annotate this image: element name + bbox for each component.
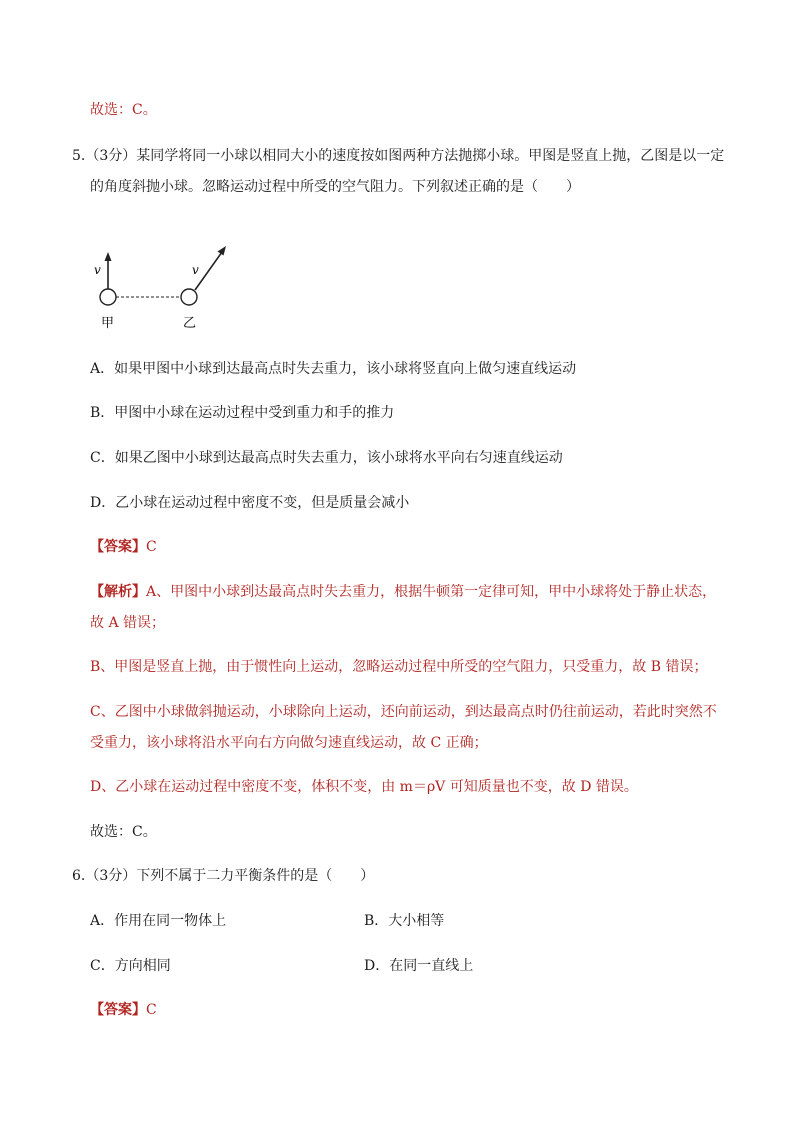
q5-answer-value: C <box>146 539 157 555</box>
prev-conclusion: 故选：C。 <box>90 102 157 118</box>
q6-option-b: B．大小相等 <box>364 913 445 929</box>
q6-option-d: D．在同一直线上 <box>364 958 474 974</box>
q5-figure-jia <box>94 252 116 331</box>
q5-option-c: C．如果乙图中小球到达最高点时失去重力，该小球将水平向右匀速直线运动 <box>90 450 563 466</box>
q5-analysis-c-line1: C、乙图中小球做斜抛运动，小球除向上运动，还向前运动，到达最高点时仍往前运动，若此时突然不 <box>90 704 717 720</box>
q5-number: 5. <box>72 148 86 164</box>
q5-score: （3分） <box>85 148 137 164</box>
jia-arrowhead <box>105 252 112 261</box>
jia-ball <box>100 289 116 305</box>
q6-option-a: A．作用在同一物体上 <box>90 913 227 929</box>
q5-option-b: B．甲图中小球在运动过程中受到重力和手的推力 <box>90 405 395 421</box>
jia-v-label: v <box>94 263 101 277</box>
yi-arrowhead <box>218 246 227 256</box>
q5-figure <box>86 238 246 334</box>
q6-stem <box>72 866 374 886</box>
q5-stem-line1 <box>72 146 724 166</box>
q5-option-a: A．如果甲图中小球到达最高点时失去重力，该小球将竖直向上做匀速直线运动 <box>90 361 577 377</box>
q6-answer-tag: 【答案】 <box>90 1002 146 1018</box>
q5-analysis-b: B、甲图是竖直上抛，由于惯性向上运动，忽略运动过程中所受的空气阻力，只受重力，故 B 错误； <box>90 659 708 675</box>
q5-analysis-d: D、乙小球在运动过程中密度不变，体积不变，由 m＝ρV 可知质量也不变，故 D 错误。 <box>90 779 638 795</box>
yi-label: 乙 <box>183 316 197 331</box>
q6-answer-value: C <box>146 1002 157 1018</box>
q5-analysis-a-line1 <box>90 582 716 602</box>
q5-figure-yi <box>181 246 226 331</box>
q5-analysis-tag: 【解析】 <box>90 584 146 600</box>
q6-number: 6. <box>72 868 86 884</box>
yi-velocity-arrow <box>195 252 222 290</box>
q5-stem-text1: 某同学将同一小球以相同大小的速度按如图两种方法抛掷小球。甲图是竖直上抛，乙图是以一定 <box>136 148 725 164</box>
q5-stem-line2: 的角度斜抛小球。忽略运动过程中所受的空气阻力。下列叙述正确的是（ ） <box>90 179 580 195</box>
q5-answer-tag: 【答案】 <box>90 539 146 555</box>
q5-conclusion: 故选：C。 <box>90 824 157 840</box>
q5-analysis-a-line2: 故 A 错误； <box>90 615 166 631</box>
q5-answer <box>90 537 157 557</box>
q5-analysis-a-text: A、甲图中小球到达最高点时失去重力，根据牛顿第一定律可知，甲中小球将处于静止状态， <box>146 584 717 600</box>
yi-v-label: v <box>192 263 199 277</box>
q5-analysis-c-line2: 受重力，该小球将沿水平向右方向做匀速直线运动，故 C 正确； <box>90 735 488 751</box>
q6-stem-text: 下列不属于二力平衡条件的是（ ） <box>136 868 375 884</box>
q6-option-c: C．方向相同 <box>90 958 171 974</box>
jia-label: 甲 <box>101 316 115 331</box>
yi-ball <box>181 289 197 305</box>
q6-score: （3分） <box>85 868 137 884</box>
q5-option-d: D．乙小球在运动过程中密度不变，但是质量会减小 <box>90 495 410 511</box>
q6-answer <box>90 1000 157 1020</box>
